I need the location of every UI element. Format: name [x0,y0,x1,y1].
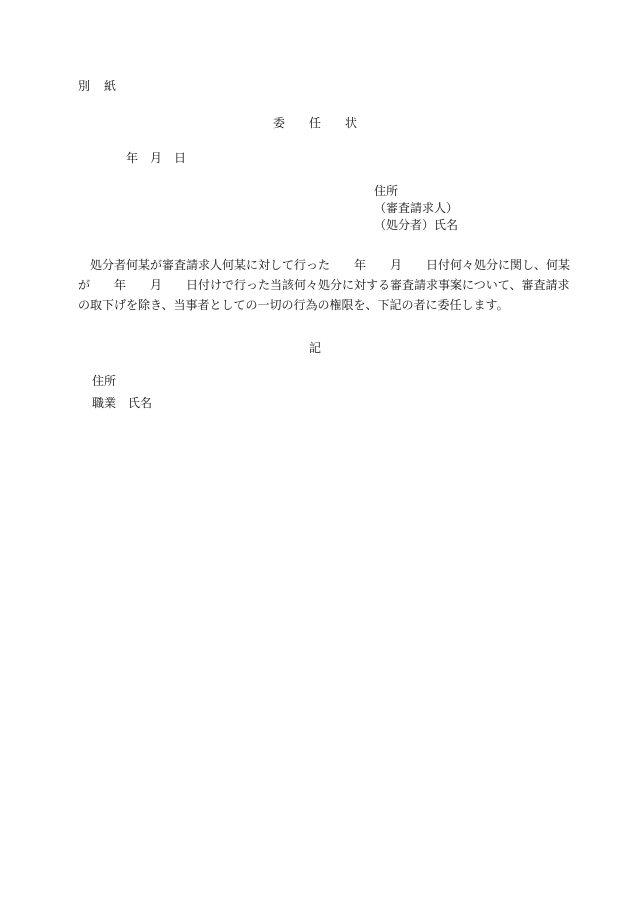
date-line: 年 月 日 [126,151,187,165]
body-paragraph [78,255,571,315]
annex-label: 別 紙 [78,79,118,93]
representative-address-label: 住所 [92,374,117,388]
representative-name-label: 職業 氏名 [92,396,153,410]
principal-address-label: 住所 [374,184,399,198]
body-line: の取下げを除き、当事者としての一切の行為の権限を、下記の者に委任します。 [78,298,509,312]
principal-role-label: （審査請求人） [374,201,459,215]
principal-name-label: （処分者）氏名 [374,218,459,232]
document-title: 委 任 状 [272,116,357,130]
body-line: が 年 月 日付けで行った当該何々処分に対する審査請求事案について、審査請求 [78,278,570,292]
body-line: 処分者何某が審査請求人何某に対して行った 年 月 日付何々処分に関し、何某 [78,258,571,272]
ki-heading: 記 [308,341,321,355]
